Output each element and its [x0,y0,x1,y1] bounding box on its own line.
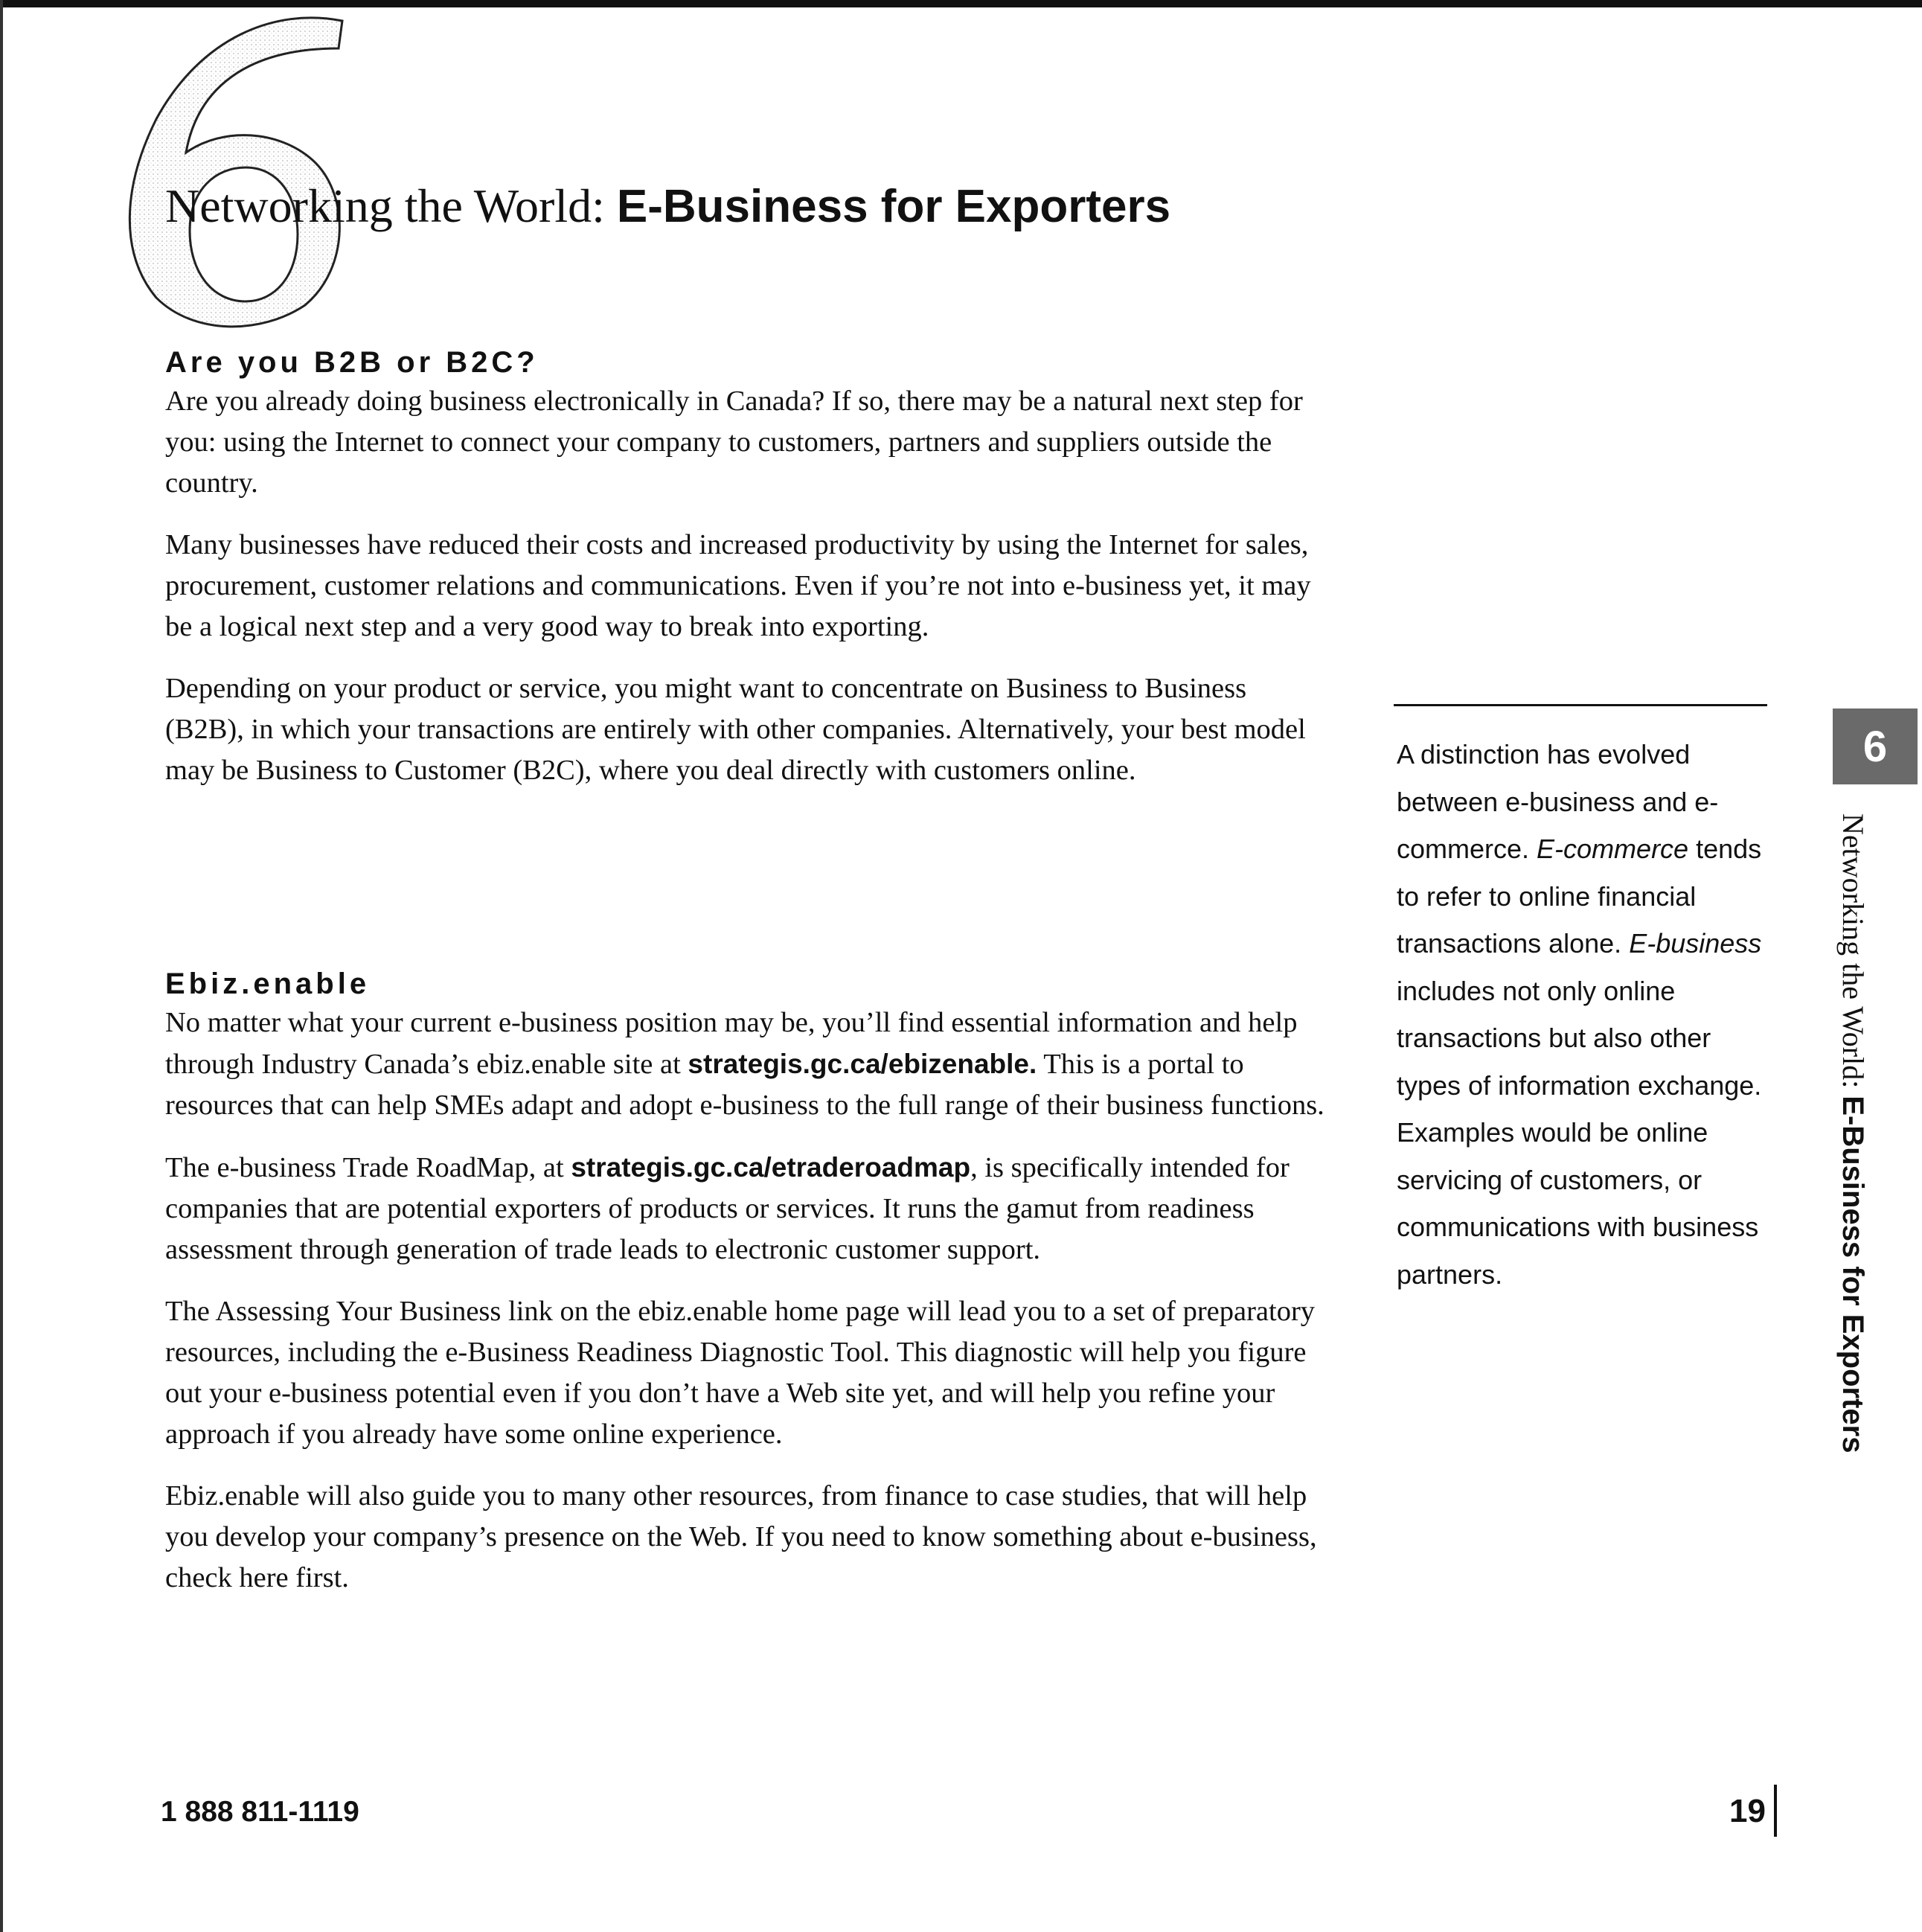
section-ebiz-enable [165,965,1326,1619]
sidebar-text: tends to refer to online financial transactions alone. [1397,834,1762,959]
sidebar-term: E-commerce [1537,834,1689,864]
section-heading: Are you B2B or B2C? [165,346,539,379]
paragraph-text: The e-business Trade RoadMap, at [165,1152,571,1183]
chapter-title-lead: Networking the World: [165,179,617,232]
page-top-border [0,0,1922,7]
running-head-lead: Networking the World: [1836,813,1870,1096]
sidebar-note [1397,731,1769,1298]
paragraph: Many businesses have reduced their costs and increased productivity by using the Internet for sales, procurement, customer relations and communications. Even if you’re not into e-business yet, it may be a logical next step and a very good way to break into exporting. [165,529,1311,642]
paragraph-text: , is specifically intended for companies that are potential exporters of products or services. It runs the gamut from readiness assessment through generation of trade leads to electronic customer support. [165,1152,1290,1265]
paragraph-text: This is a portal to resources that can help SMEs adapt and adopt e-business to the full range of their business functions. [165,1049,1324,1121]
ebizenable-url: strategis.gc.ca/ebizenable. [688,1049,1037,1079]
paragraph [165,1002,1326,1126]
paragraph: Depending on your product or service, you might want to concentrate on Business to Business (B2B), in which your transactions are entirely with other companies. Alternatively, your best model may be Business to Customer (B2C), where you deal directly with customers online. [165,673,1306,786]
running-head-bold: E-Business for Exporters [1836,1095,1869,1453]
chapter-tab-badge: 6 [1833,708,1918,784]
paragraph: Are you already doing business electronically in Canada? If so, there may be a natural next step for you: using the Internet to connect your company to customers, partners and suppliers outside the country. [165,386,1303,499]
paragraph-text: No matter what your current e-business position may be, you’ll find essential information and help through Industry Canada’s ebiz.enable site at [165,1007,1298,1080]
chapter-title-bold: E-Business for Exporters [616,181,1171,232]
sidebar-text: includes not only online transactions but also other types of information exchange. Examples would be online servicing of customers, or communications with business partners. [1397,975,1762,1290]
section-b2b-b2c [165,344,1326,812]
paragraph: The Assessing Your Business link on the ebiz.enable home page will lead you to a set of preparatory resources, including the e-Business Readiness Diagnostic Tool. This diagnostic will help you figure out your e-business potential even if you don’t have a Web site yet, and will help you refine your approach if you already have some online experience. [165,1296,1316,1450]
section-heading: Ebiz.enable [165,967,371,1000]
page-number: 19 [1729,1793,1766,1829]
sidebar-rule [1394,704,1767,706]
paragraph: Ebiz.enable will also guide you to many other resources, from finance to case studies, that will help you develop your company’s presence on the Web. If you need to know something about e-business, check here first. [165,1480,1317,1593]
etraderoadmap-url: strategis.gc.ca/etraderoadmap [571,1152,971,1183]
chapter-title [165,173,1170,240]
page-left-border [0,0,3,1932]
footer-phone-number: 1 888 811-1119 [161,1796,359,1828]
sidebar-term: E-business [1629,928,1762,959]
page-number-rule [1774,1785,1777,1837]
vertical-running-head [1818,813,1888,1528]
paragraph [165,1147,1326,1270]
sidebar-text: A distinction has evolved between e-business and e-commerce. [1397,739,1719,864]
chapter-number-graphic [112,7,365,335]
